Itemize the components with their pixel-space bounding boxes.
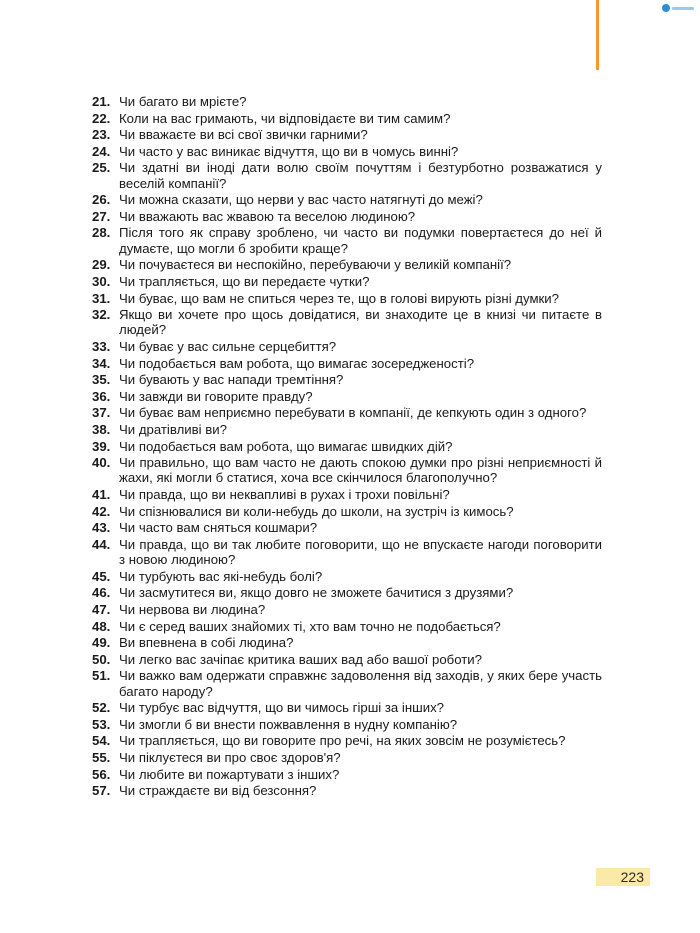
question-item	[92, 733, 602, 748]
question-number: 29.	[92, 257, 111, 273]
question-text: Чи подобається вам робота, що вимагає зосередженості?	[119, 355, 475, 371]
question-number: 42.	[92, 503, 111, 519]
question-text: Чи змогли б ви внести пожвавлення в нудну компанію?	[119, 716, 458, 732]
question-number: 34.	[92, 355, 111, 371]
question-number: 26.	[92, 192, 111, 208]
question-item	[92, 225, 602, 256]
question-item	[92, 668, 602, 699]
question-item	[92, 520, 602, 535]
question-text: Ви впевнена в собі людина?	[119, 635, 294, 651]
question-number: 50.	[92, 651, 111, 667]
question-number: 47.	[92, 601, 111, 617]
question-text: Чи можна сказати, що нерви у вас часто натягнуті до межі?	[119, 192, 483, 208]
question-text: Чи страждаєте ви від безсоння?	[119, 783, 317, 799]
question-item	[92, 783, 602, 798]
question-item	[92, 127, 602, 142]
question-number: 39.	[92, 438, 111, 454]
question-item	[92, 111, 602, 126]
question-number: 25.	[92, 160, 111, 176]
question-number: 32.	[92, 307, 111, 323]
question-text: Чи завжди ви говорите правду?	[119, 388, 313, 404]
question-text: Чи спізнювалися ви коли-небудь до школи, на зустріч із кимось?	[119, 503, 514, 519]
question-item	[92, 389, 602, 404]
question-item	[92, 356, 602, 371]
question-item	[92, 504, 602, 519]
question-number: 57.	[92, 783, 111, 799]
question-text: Чи дратівливі ви?	[119, 421, 227, 437]
question-text: Чи турбують вас які-небудь болі?	[119, 568, 323, 584]
question-item	[92, 750, 602, 765]
question-number: 46.	[92, 585, 111, 601]
question-text: Чи бувають у вас напади тремтіння?	[119, 372, 344, 388]
question-number: 52.	[92, 700, 111, 716]
question-item	[92, 569, 602, 584]
question-text: Чи трапляється, що ви передаєте чутки?	[119, 273, 370, 289]
question-item	[92, 372, 602, 387]
question-item	[92, 602, 602, 617]
question-number: 35.	[92, 372, 111, 388]
question-text: Чи трапляється, що ви говорите про речі, на яких зовсім не розумієтесь?	[119, 733, 566, 749]
question-item	[92, 537, 602, 568]
question-number: 31.	[92, 290, 111, 306]
question-number: 21.	[92, 94, 111, 109]
logo-dot-icon	[662, 4, 670, 12]
question-number: 38.	[92, 421, 111, 437]
question-item	[92, 192, 602, 207]
question-number: 37.	[92, 405, 111, 421]
question-text: Чи буває у вас сильне серцебиття?	[119, 339, 337, 355]
question-item	[92, 160, 602, 191]
question-item	[92, 619, 602, 634]
question-number: 30.	[92, 273, 111, 289]
question-item	[92, 94, 602, 109]
question-number: 53.	[92, 716, 111, 732]
question-number: 54.	[92, 733, 111, 749]
question-number: 43.	[92, 520, 111, 536]
question-text: Чи правда, що ви так любите поговорити, що не впускаєте нагоди поговорити з новою людиною?	[119, 536, 602, 568]
question-number: 28.	[92, 225, 111, 241]
question-text: Чи часто у вас виникає відчуття, що ви в чомусь винні?	[119, 143, 459, 159]
question-item	[92, 422, 602, 437]
question-item	[92, 339, 602, 354]
question-item	[92, 307, 602, 338]
question-item	[92, 700, 602, 715]
question-item	[92, 767, 602, 782]
question-item	[92, 405, 602, 420]
question-text: Чи турбує вас відчуття, що ви чимось гірші за інших?	[119, 700, 445, 716]
question-text: Чи вважають вас жвавою та веселою людиною?	[119, 208, 416, 224]
question-text: Чи буває вам неприємно перебувати в компанії, де кепкують один з одного?	[119, 405, 587, 421]
question-text: Чи буває, що вам не спиться через те, що в голові вирують різні думки?	[119, 290, 559, 306]
question-item	[92, 635, 602, 650]
question-text: Чи є серед ваших знайомих ті, хто вам точно не подобається?	[119, 618, 501, 634]
question-text: Чи багато ви мрієте?	[119, 94, 247, 109]
question-number: 55.	[92, 749, 111, 765]
question-item	[92, 257, 602, 272]
question-number: 33.	[92, 339, 111, 355]
question-text: Чи нервова ви людина?	[119, 601, 266, 617]
question-text: Чи почуваєтеся ви неспокійно, перебуваючи у великій компанії?	[119, 257, 512, 273]
question-text: Чи здатні ви іноді дати волю своїм почуттям і безтурботно розважатися у веселій компанії?	[119, 160, 602, 191]
question-text: Чи легко вас зачіпає критика ваших вад або вашої роботи?	[119, 651, 482, 667]
question-number: 41.	[92, 487, 111, 503]
question-item	[92, 439, 602, 454]
question-item	[92, 487, 602, 502]
question-number: 49.	[92, 635, 111, 651]
orange-accent-line	[596, 0, 599, 70]
publisher-logo-icon	[662, 2, 694, 14]
question-item	[92, 291, 602, 306]
question-number: 45.	[92, 568, 111, 584]
question-text: Чи правильно, що вам часто не дають спокою думки про різні неприємності й жахи, які могли б статися, хоча все скінчилося благополучно?	[119, 455, 602, 486]
questionnaire-list	[92, 94, 602, 800]
page-number-box	[596, 868, 650, 886]
question-item	[92, 455, 602, 486]
question-item	[92, 585, 602, 600]
question-number: 23.	[92, 127, 111, 143]
question-number: 36.	[92, 388, 111, 404]
question-number: 22.	[92, 110, 111, 126]
question-number: 27.	[92, 208, 111, 224]
question-number: 51.	[92, 668, 111, 684]
question-item	[92, 274, 602, 289]
question-text: Коли на вас гримають, чи відповідаєте ви тим самим?	[119, 110, 451, 126]
question-number: 44.	[92, 536, 111, 552]
question-text: Після того як справу зроблено, чи часто ви подумки повертаєтеся до неї й думаєте, що могли б зробити краще?	[119, 225, 602, 256]
question-text: Якщо ви хочете про щось довідатися, ви знаходите це в книзі чи питаєте в людей?	[119, 307, 602, 338]
question-number: 40.	[92, 455, 111, 471]
question-text: Чи любите ви пожартувати з інших?	[119, 766, 340, 782]
question-item	[92, 209, 602, 224]
question-item	[92, 717, 602, 732]
question-number: 56.	[92, 766, 111, 782]
question-number: 24.	[92, 143, 111, 159]
page-number: 223	[620, 869, 644, 885]
question-text: Чи засмутитеся ви, якщо довго не зможете бачитися з друзями?	[119, 585, 514, 601]
question-text: Чи правда, що ви неквапливі в рухах і трохи повільні?	[119, 487, 450, 503]
question-text: Чи вважаєте ви всі свої звички гарними?	[119, 127, 368, 143]
question-text: Чи важко вам одержати справжнє задоволення від заходів, у яких бере участь багато народу?	[119, 668, 602, 699]
question-text: Чи подобається вам робота, що вимагає швидких дій?	[119, 438, 453, 454]
logo-bar-icon	[672, 7, 694, 10]
question-item	[92, 652, 602, 667]
question-text: Чи піклуєтеся ви про своє здоров'я?	[119, 749, 341, 765]
question-number: 48.	[92, 618, 111, 634]
question-item	[92, 144, 602, 159]
question-text: Чи часто вам сняться кошмари?	[119, 520, 318, 536]
